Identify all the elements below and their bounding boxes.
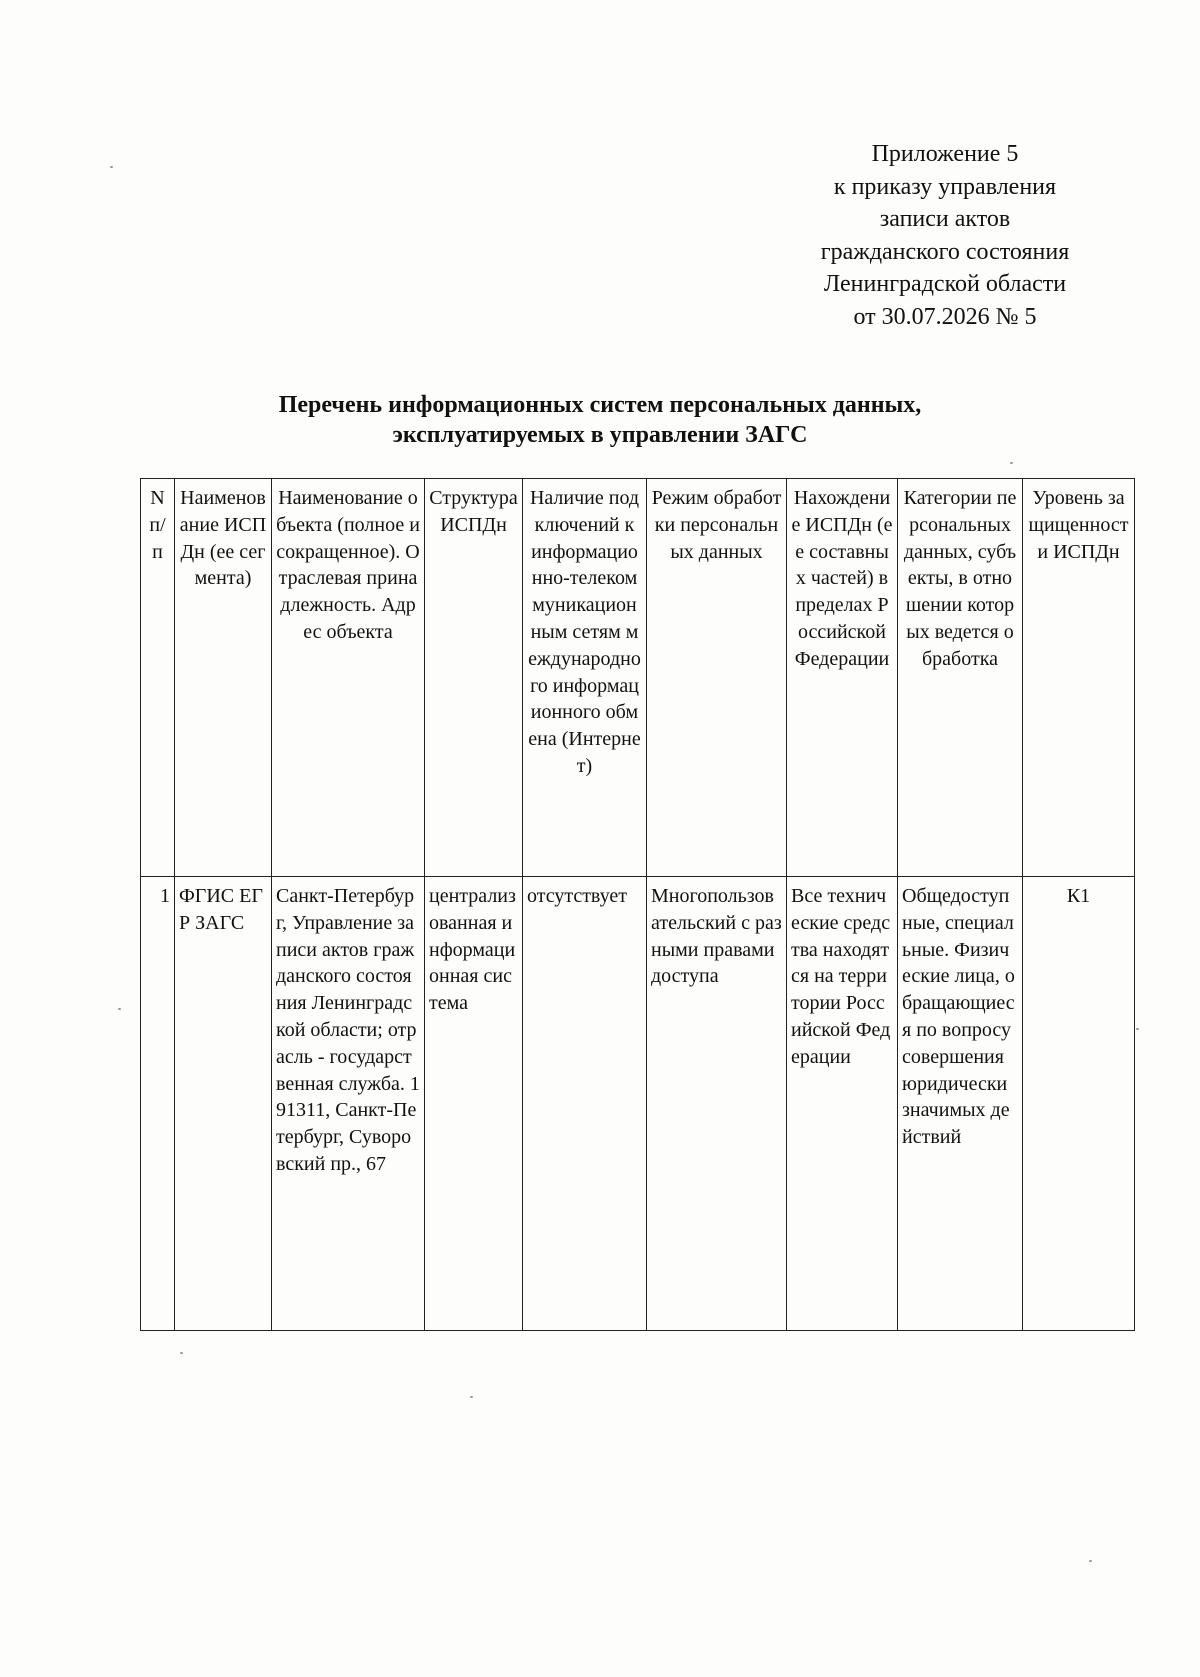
scan-speck — [1136, 1028, 1139, 1030]
table-header-row — [141, 479, 1135, 877]
appendix-note — [780, 138, 1110, 333]
header-cell-ispdn-name: Наименование ИСПДн (ее сегмента) — [175, 479, 272, 877]
internet-cell: отсутствует — [523, 877, 647, 1331]
protection-level-cell: К1 — [1023, 877, 1135, 1331]
row-number: 1 — [141, 877, 175, 1331]
header-cell-structure: Структура ИСПДн — [425, 479, 523, 877]
appendix-line: Приложение 5 — [871, 141, 1019, 167]
structure-cell: централизованная информационная система — [425, 877, 523, 1331]
appendix-line: гражданского состояния — [820, 238, 1070, 265]
header-cell-processing-mode: Режим обработки персональных данных — [647, 479, 787, 877]
scan-speck — [1089, 1560, 1092, 1562]
appendix-line: к приказу управления — [833, 173, 1057, 200]
processing-mode-cell: Многопользовательский с разными правами доступа — [647, 877, 787, 1331]
scan-speck — [470, 1396, 473, 1398]
ispdn-name-cell: ФГИС ЕГР ЗАГС — [175, 877, 272, 1331]
appendix-line: Ленинградской области — [823, 271, 1067, 297]
document-title — [150, 390, 1050, 450]
header-cell-number: N п/п — [141, 479, 175, 877]
object-name-cell: Санкт-Петербург, Управление записи актов гражданского состояния Ленинградской области; отрасль - государственная служба. 191311, Санкт-Петербург, Суворовский пр., 67 — [272, 877, 425, 1331]
header-cell-data-categories: Категории персональных данных, субъекты, в отношении которых ведется обработка — [898, 479, 1023, 877]
appendix-line: от 30.07.2026 № 5 — [853, 303, 1037, 330]
scan-speck — [110, 166, 113, 168]
location-cell: Все технические средства находятся на территории Российской Федерации — [787, 877, 898, 1331]
header-cell-location: Нахождение ИСПДн (ее составных частей) в пределах Российской Федерации — [787, 479, 898, 877]
header-cell-protection-level: Уровень защищенности ИСПДн — [1023, 479, 1135, 877]
document-title-line-1: Перечень информационных систем персональных данных, — [278, 392, 922, 418]
scan-speck — [180, 1352, 183, 1354]
data-categories-cell: Общедоступные, специальные. Физические лица, обращающиеся по вопросу совершения юридически значимых действий — [898, 877, 1023, 1331]
header-cell-object-name: Наименование объекта (полное и сокращенное). Отраслевая принадлежность. Адрес объекта — [272, 479, 425, 877]
appendix-line: записи актов — [879, 206, 1011, 232]
ispdn-table — [140, 478, 1135, 1331]
scan-speck — [1010, 462, 1013, 464]
document-title-line-2: эксплуатируемых в управлении ЗАГС — [392, 422, 808, 448]
table-row — [141, 877, 1135, 1331]
scan-speck — [118, 1008, 121, 1010]
header-cell-internet: Наличие подключений к информационно-телекоммуникационным сетям международного информационного обмена (Интернет) — [523, 479, 647, 877]
